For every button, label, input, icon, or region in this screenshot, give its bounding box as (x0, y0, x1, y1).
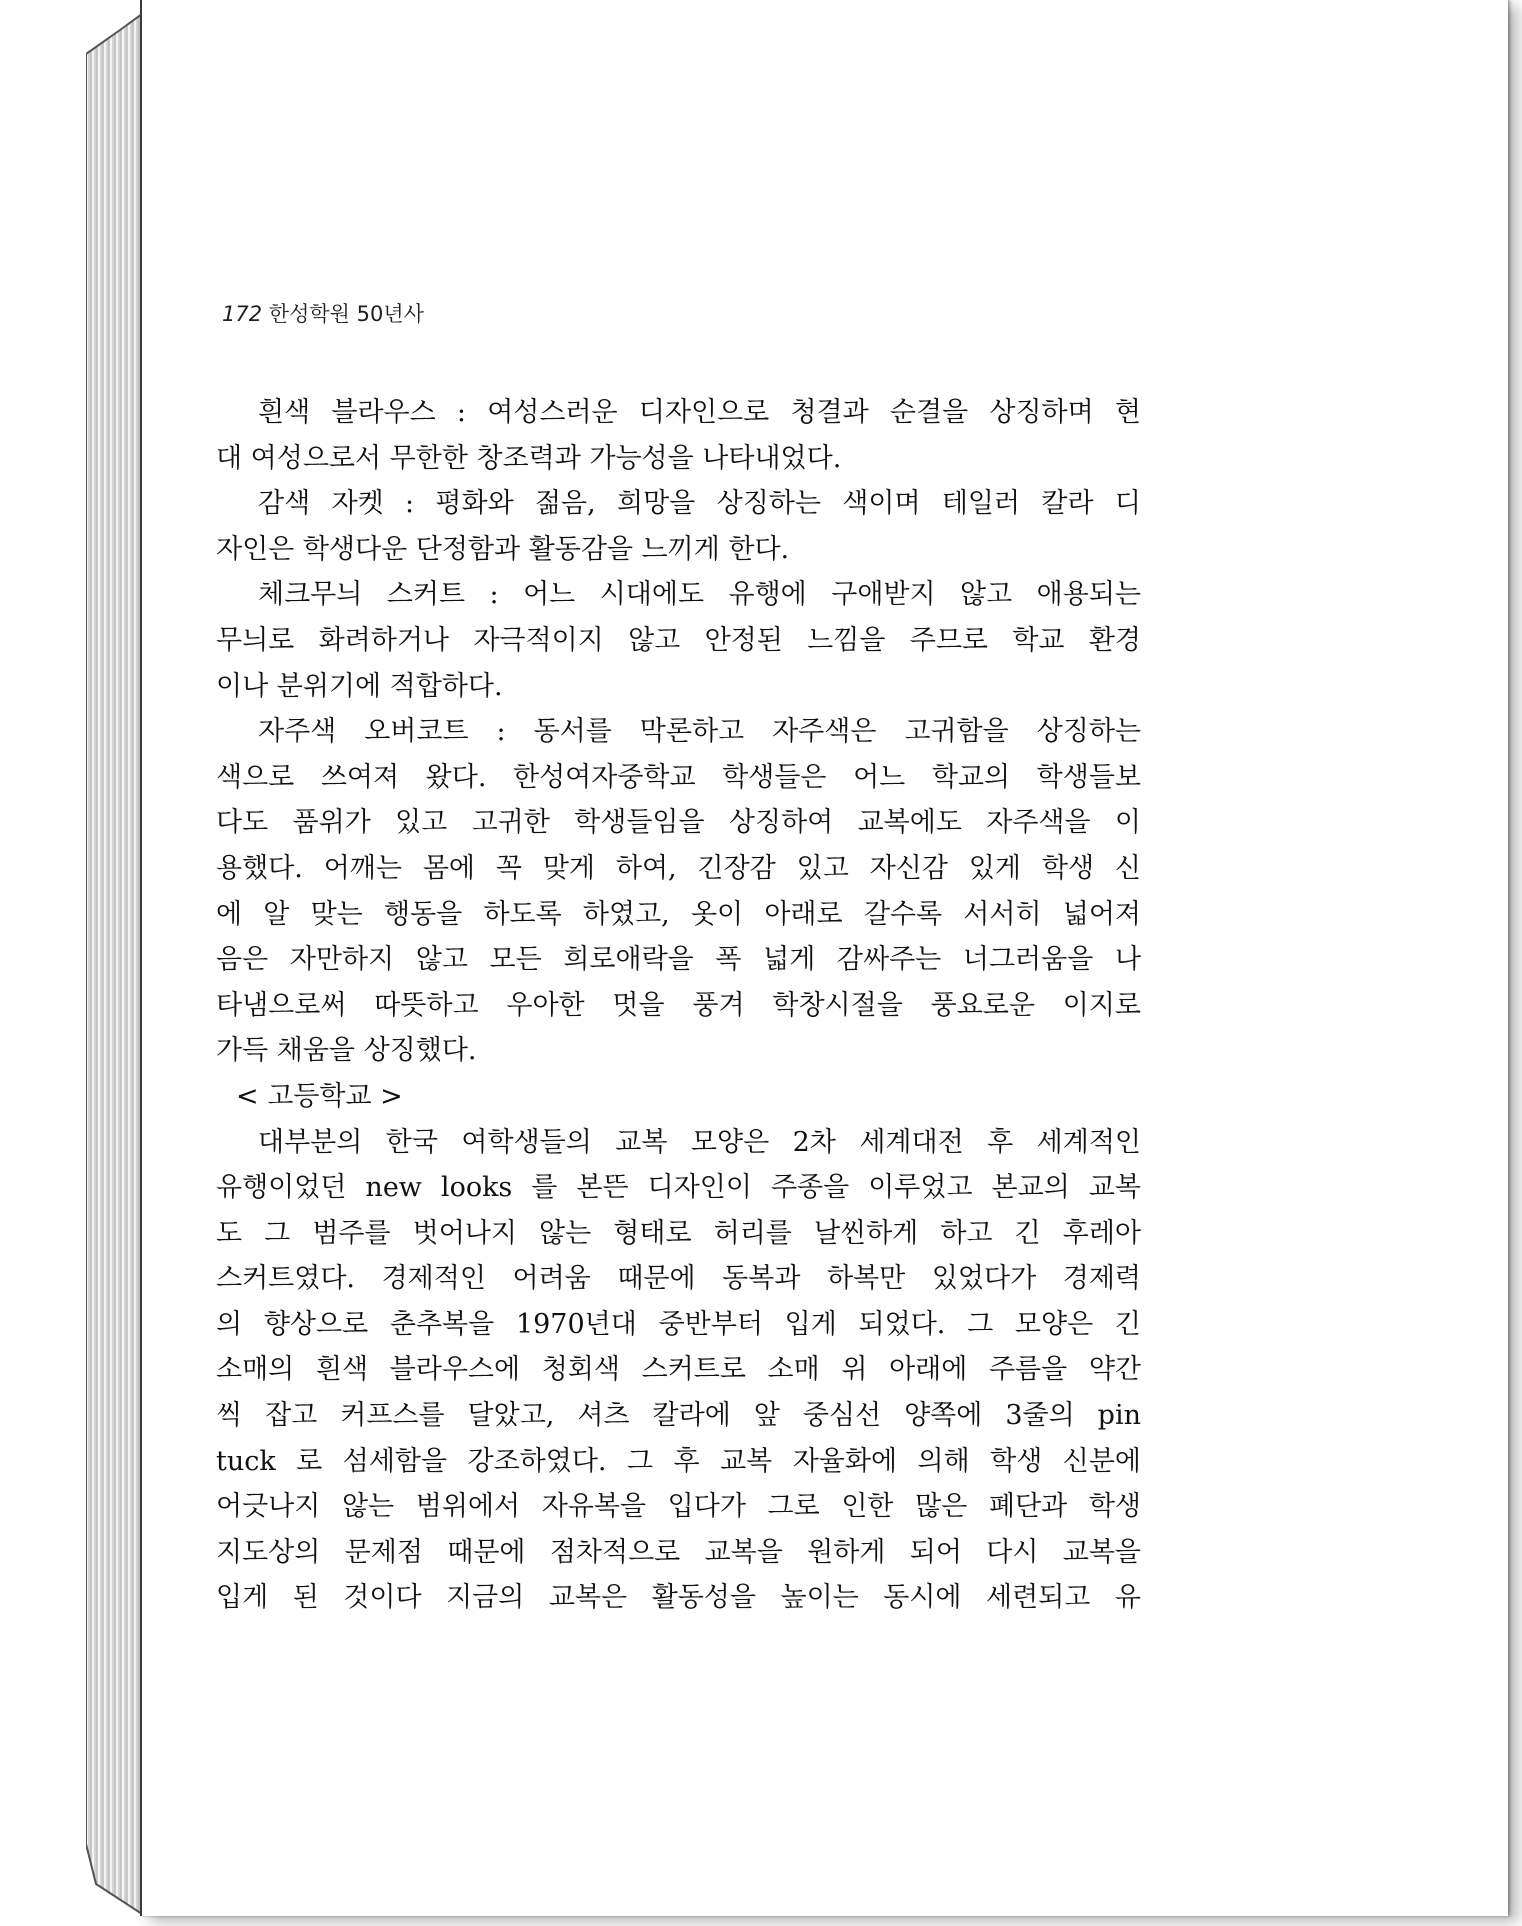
page-number: 172 (222, 302, 263, 326)
text-line: 색으로 쓰여져 왔다. 한성여자중학교 학생들은 어느 학교의 학생들보 (216, 761, 1141, 793)
text-line: 입게 된 것이다 지금의 교복은 활동성을 높이는 동시에 세련되고 유 (216, 1582, 1141, 1614)
text-line: 소매의 흰색 블라우스에 청회색 스커트로 소매 위 아래에 주름을 약간 (216, 1354, 1141, 1386)
book-title: 한성학원 50년사 (268, 302, 424, 326)
text-line: 유행이었던 new looks 를 본뜬 디자인이 주종을 이루었고 본교의 교복 (216, 1172, 1141, 1204)
section-heading: < 고등학교 > (236, 1080, 403, 1112)
text-line: 의 향상으로 춘추복을 1970년대 중반부터 입게 되었다. 그 모양은 긴 (216, 1308, 1141, 1340)
text-line: 다도 품위가 있고 고귀한 학생들임을 상징하여 교복에도 자주색을 이 (216, 807, 1141, 839)
text-line: 흰색 블라우스 : 여성스러운 디자인으로 청결과 순결을 상징하며 현 (258, 397, 1141, 428)
text-line: 대 여성으로서 무한한 창조력과 가능성을 나타내었다. (216, 442, 842, 474)
text-line: 에 알 맞는 행동을 하도록 하였고, 옷이 아래로 갈수록 서서히 넓어져 (216, 898, 1141, 930)
text-line: 무늬로 화려하거나 자극적이지 않고 안정된 느낌을 주므로 학교 환경 (216, 624, 1141, 656)
book-page-edges (86, 14, 142, 1914)
text-line: 음은 자만하지 않고 모든 희로애락을 폭 넓게 감싸주는 너그러움을 나 (216, 944, 1141, 976)
text-line: 감색 자켓 : 평화와 젊음, 희망을 상징하는 색이며 테일러 칼라 디 (258, 488, 1141, 520)
text-line: 이나 분위기에 적합하다. (216, 670, 503, 702)
text-line: 용했다. 어깨는 몸에 꼭 맞게 하여, 긴장감 있고 자신감 있게 학생 신 (216, 852, 1141, 884)
text-line: 자주색 오버코트 : 동서를 막론하고 자주색은 고귀함을 상징하는 (258, 716, 1141, 748)
text-line: 타냄으로써 따뜻하고 우아한 멋을 풍겨 학창시절을 풍요로운 이지로 (216, 989, 1141, 1021)
body-text (216, 390, 1141, 1621)
running-head (222, 298, 424, 328)
text-line: tuck 로 섬세함을 강조하였다. 그 후 교복 자율화에 의해 학생 신분에 (216, 1445, 1141, 1477)
text-line: 체크무늬 스커트 : 어느 시대에도 유행에 구애받지 않고 애용되는 (258, 579, 1141, 611)
text-line: 자인은 학생다운 단정함과 활동감을 느끼게 한다. (216, 533, 790, 565)
text-line: 어긋나지 않는 범위에서 자유복을 입다가 그로 인한 많은 폐단과 학생 (216, 1491, 1141, 1523)
text-line: 가득 채움을 상징했다. (216, 1035, 477, 1067)
text-line: 스커트였다. 경제적인 어려움 때문에 동복과 하복만 있었다가 경제력 (216, 1263, 1141, 1295)
text-line: 도 그 범주를 벗어나지 않는 형태로 허리를 날씬하게 하고 긴 후레아 (216, 1217, 1141, 1249)
text-line: 지도상의 문제점 때문에 점차적으로 교복을 원하게 되어 다시 교복을 (216, 1536, 1141, 1568)
text-line: 대부분의 한국 여학생들의 교복 모양은 2차 세계대전 후 세계적인 (258, 1126, 1141, 1158)
text-line: 씩 잡고 커프스를 달았고, 셔츠 칼라에 앞 중심선 양쪽에 3줄의 pin (216, 1400, 1141, 1432)
